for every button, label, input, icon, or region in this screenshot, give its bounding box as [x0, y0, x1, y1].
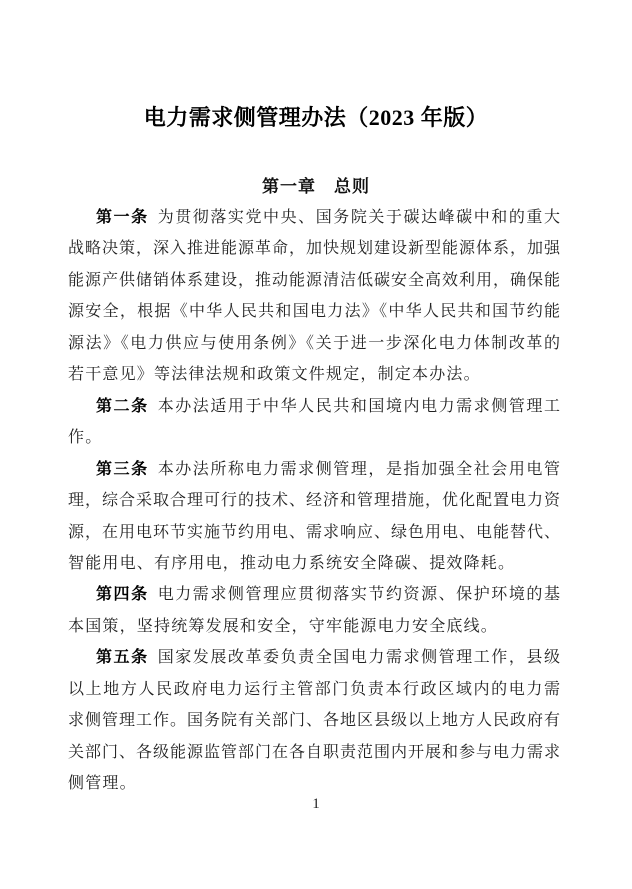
text-line: 能源产供储销体系建设，推动能源清洁低碳安全高效利用，确保能	[68, 271, 560, 289]
text-line	[68, 579, 560, 610]
text-line: 战略决策，深入推进能源革命，加快规划建设新型能源体系，加强	[68, 240, 560, 258]
chapter-heading: 第一章 总则	[262, 177, 370, 196]
paragraph	[68, 202, 560, 391]
text-line: 若干意见》等法律法规和政策文件规定，制定本办法。	[68, 366, 481, 384]
text-line: 本国策，坚持统筹发展和安全，守牢能源电力安全底线。	[68, 617, 499, 635]
document-body	[68, 202, 560, 800]
text-line: 求侧管理工作。国务院有关部门、各地区县级以上地方人民政府有	[68, 712, 560, 730]
text-line: 源安全，根据《中华人民共和国电力法》《中华人民共和国节约能	[68, 303, 560, 321]
paragraph	[68, 391, 560, 454]
article-label: 第四条	[96, 586, 149, 604]
text-line	[68, 642, 560, 673]
paragraph	[68, 454, 560, 580]
text-line: 作。	[68, 429, 103, 447]
article-label: 第一条	[96, 209, 149, 226]
text-line	[68, 391, 560, 422]
page-number: 1	[312, 796, 320, 812]
paragraph	[68, 642, 560, 799]
article-first-line-text: 本办法所称电力需求侧管理，是指加强全社会用电管	[157, 460, 560, 478]
text-line	[68, 202, 560, 233]
article-label: 第二条	[96, 397, 149, 415]
text-line	[68, 454, 560, 485]
document-title: 电力需求侧管理办法（2023 年版）	[143, 105, 489, 130]
article-first-line-text: 电力需求侧管理应贯彻落实节约资源、保护环境的基	[157, 586, 560, 604]
text-line: 智能用电、有序用电，推动电力系统安全降碳、提效降耗。	[68, 554, 516, 572]
paragraph	[68, 579, 560, 642]
article-label: 第五条	[96, 649, 149, 667]
article-label: 第三条	[96, 460, 149, 478]
text-line: 源法》《电力供应与使用条例》《关于进一步深化电力体制改革的	[68, 334, 560, 352]
text-line: 以上地方人民政府电力运行主管部门负责本行政区域内的电力需	[68, 680, 560, 698]
article-first-line-text: 为贯彻落实党中央、国务院关于碳达峰碳中和的重大	[157, 209, 560, 226]
text-line: 理，综合采取合理可行的技术、经济和管理措施，优化配置电力资	[68, 492, 560, 510]
text-line: 源，在用电环节实施节约用电、需求响应、绿色用电、电能替代、	[68, 523, 560, 541]
text-line: 关部门、各级能源监管部门在各自职责范围内开展和参与电力需求	[68, 743, 560, 761]
text-line: 侧管理。	[68, 775, 137, 793]
article-first-line-text: 本办法适用于中华人民共和国境内电力需求侧管理工	[157, 397, 560, 415]
article-first-line-text: 国家发展改革委负责全国电力需求侧管理工作，县级	[157, 649, 560, 667]
